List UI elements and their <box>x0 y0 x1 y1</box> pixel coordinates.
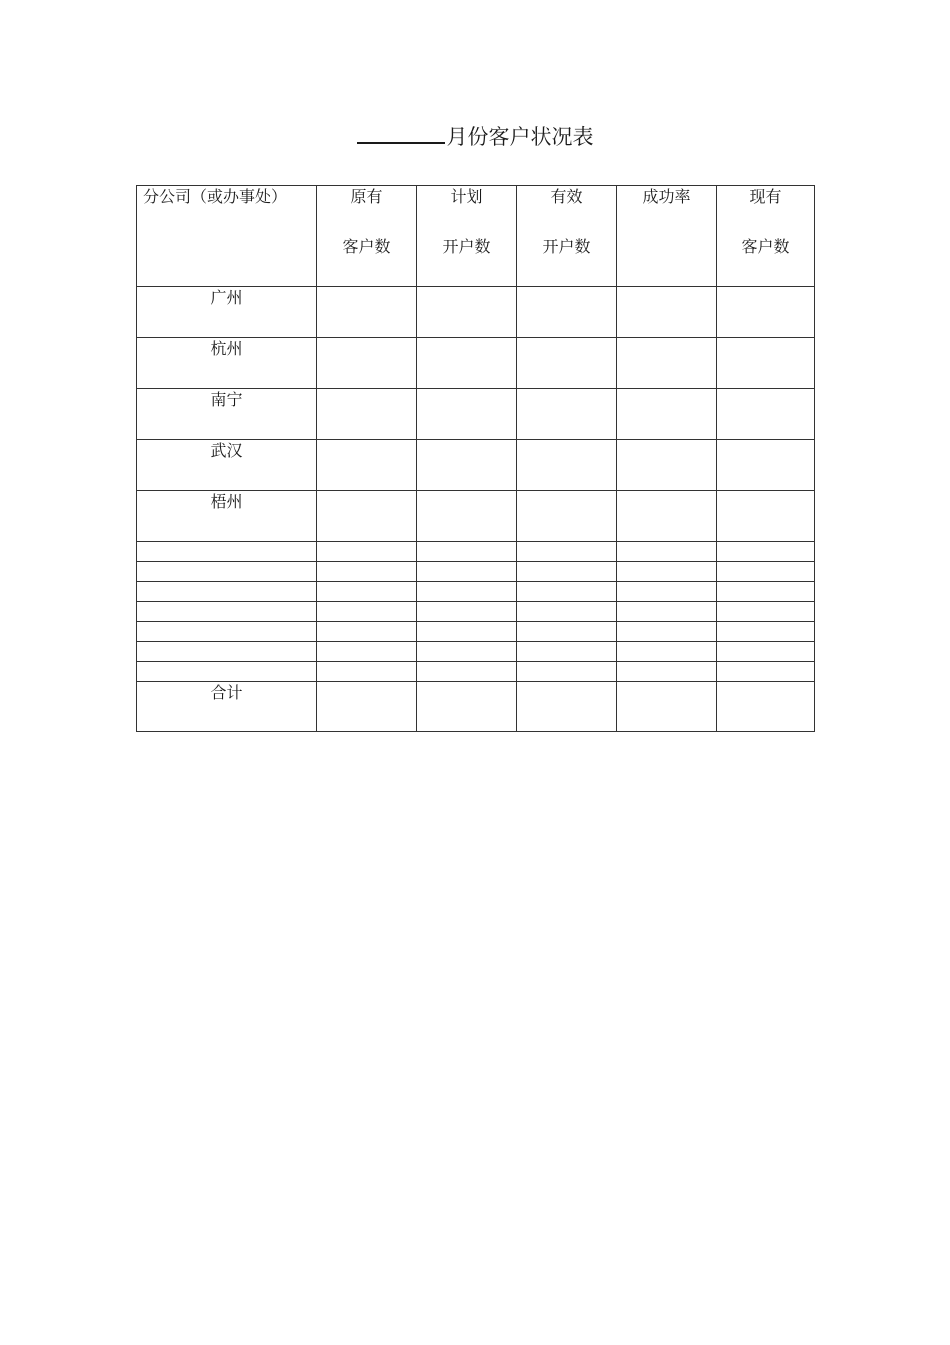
success-rate-cell[interactable] <box>617 491 717 542</box>
branch-cell <box>137 491 317 542</box>
empty-cell[interactable] <box>317 582 417 602</box>
empty-cell[interactable] <box>417 562 517 582</box>
empty-cell[interactable] <box>137 642 317 662</box>
header-planned-line2: 开户数 <box>442 237 491 256</box>
branch-name: 梧州 <box>210 492 243 511</box>
empty-cell[interactable] <box>517 622 617 642</box>
empty-table-row <box>137 542 815 562</box>
success-rate-cell[interactable] <box>617 338 717 389</box>
planned-accounts-cell[interactable] <box>417 491 517 542</box>
empty-cell[interactable] <box>617 622 717 642</box>
planned-accounts-cell[interactable] <box>417 389 517 440</box>
header-current-line1: 现有 <box>749 187 782 206</box>
empty-cell[interactable] <box>137 562 317 582</box>
effective-accounts-cell[interactable] <box>517 491 617 542</box>
original-customers-cell[interactable] <box>317 491 417 542</box>
empty-cell[interactable] <box>417 662 517 682</box>
success-rate-cell[interactable] <box>617 440 717 491</box>
empty-table-row <box>137 622 815 642</box>
table-row <box>137 287 815 338</box>
planned-accounts-cell[interactable] <box>417 440 517 491</box>
empty-cell[interactable] <box>417 602 517 622</box>
current-customers-cell[interactable] <box>717 491 815 542</box>
total-current-customers-cell[interactable] <box>717 682 815 732</box>
header-original-line2: 客户数 <box>342 237 391 256</box>
branch-cell <box>137 338 317 389</box>
empty-cell[interactable] <box>137 622 317 642</box>
table-row <box>137 491 815 542</box>
empty-cell[interactable] <box>617 542 717 562</box>
original-customers-cell[interactable] <box>317 389 417 440</box>
branch-name: 南宁 <box>210 390 243 409</box>
empty-cell[interactable] <box>517 602 617 622</box>
success-rate-cell[interactable] <box>617 389 717 440</box>
empty-cell[interactable] <box>717 622 815 642</box>
table-row <box>137 440 815 491</box>
empty-cell[interactable] <box>517 642 617 662</box>
header-effective-accounts <box>517 186 617 287</box>
original-customers-cell[interactable] <box>317 338 417 389</box>
empty-cell[interactable] <box>137 582 317 602</box>
total-row <box>137 682 815 732</box>
empty-cell[interactable] <box>717 642 815 662</box>
table-row <box>137 338 815 389</box>
title-text: 月份客户状况表 <box>446 125 594 149</box>
empty-cell[interactable] <box>717 582 815 602</box>
empty-cell[interactable] <box>137 662 317 682</box>
effective-accounts-cell[interactable] <box>517 440 617 491</box>
header-current-line2: 客户数 <box>741 237 790 256</box>
total-effective-accounts-cell[interactable] <box>517 682 617 732</box>
empty-cell[interactable] <box>617 562 717 582</box>
current-customers-cell[interactable] <box>717 338 815 389</box>
branch-cell <box>137 287 317 338</box>
month-blank-line[interactable] <box>357 122 445 144</box>
branch-name: 武汉 <box>210 441 243 460</box>
header-success-rate <box>617 186 717 287</box>
branch-name: 广州 <box>210 288 243 307</box>
empty-table-row <box>137 662 815 682</box>
empty-cell[interactable] <box>417 642 517 662</box>
empty-cell[interactable] <box>717 602 815 622</box>
original-customers-cell[interactable] <box>317 287 417 338</box>
empty-cell[interactable] <box>717 542 815 562</box>
empty-cell[interactable] <box>717 562 815 582</box>
header-branch <box>137 186 317 287</box>
empty-cell[interactable] <box>617 662 717 682</box>
original-customers-cell[interactable] <box>317 440 417 491</box>
header-branch-label: 分公司（或办事处） <box>143 187 288 206</box>
empty-cell[interactable] <box>317 622 417 642</box>
empty-table-row <box>137 582 815 602</box>
effective-accounts-cell[interactable] <box>517 389 617 440</box>
customer-status-table <box>136 185 815 732</box>
empty-cell[interactable] <box>717 662 815 682</box>
total-original-customers-cell[interactable] <box>317 682 417 732</box>
branch-name: 杭州 <box>210 339 243 358</box>
page-title <box>0 122 950 151</box>
empty-table-row <box>137 602 815 622</box>
header-success-rate-label: 成功率 <box>642 187 691 206</box>
planned-accounts-cell[interactable] <box>417 338 517 389</box>
empty-cell[interactable] <box>317 602 417 622</box>
header-current-customers <box>717 186 815 287</box>
current-customers-cell[interactable] <box>717 389 815 440</box>
total-label-cell <box>137 682 317 732</box>
empty-cell[interactable] <box>137 542 317 562</box>
total-success-rate-cell[interactable] <box>617 682 717 732</box>
header-planned-accounts <box>417 186 517 287</box>
empty-cell[interactable] <box>137 602 317 622</box>
empty-cell[interactable] <box>317 542 417 562</box>
empty-cell[interactable] <box>617 642 717 662</box>
empty-cell[interactable] <box>617 602 717 622</box>
current-customers-cell[interactable] <box>717 440 815 491</box>
empty-cell[interactable] <box>517 542 617 562</box>
header-effective-line2: 开户数 <box>542 237 591 256</box>
current-customers-cell[interactable] <box>717 287 815 338</box>
effective-accounts-cell[interactable] <box>517 287 617 338</box>
empty-cell[interactable] <box>517 582 617 602</box>
empty-table-row <box>137 562 815 582</box>
empty-cell[interactable] <box>517 662 617 682</box>
branch-cell <box>137 440 317 491</box>
empty-cell[interactable] <box>417 542 517 562</box>
effective-accounts-cell[interactable] <box>517 338 617 389</box>
empty-cell[interactable] <box>317 562 417 582</box>
empty-cell[interactable] <box>417 582 517 602</box>
header-original-line1: 原有 <box>350 187 383 206</box>
branch-cell <box>137 389 317 440</box>
header-original-customers <box>317 186 417 287</box>
empty-cell[interactable] <box>317 662 417 682</box>
header-effective-line1: 有效 <box>550 187 583 206</box>
empty-cell[interactable] <box>617 582 717 602</box>
total-planned-accounts-cell[interactable] <box>417 682 517 732</box>
success-rate-cell[interactable] <box>617 287 717 338</box>
header-planned-line1: 计划 <box>450 187 483 206</box>
total-label: 合计 <box>210 683 243 702</box>
empty-cell[interactable] <box>417 622 517 642</box>
empty-cell[interactable] <box>317 642 417 662</box>
table-row <box>137 389 815 440</box>
planned-accounts-cell[interactable] <box>417 287 517 338</box>
empty-cell[interactable] <box>517 562 617 582</box>
table-header-row <box>137 186 815 287</box>
empty-table-row <box>137 642 815 662</box>
